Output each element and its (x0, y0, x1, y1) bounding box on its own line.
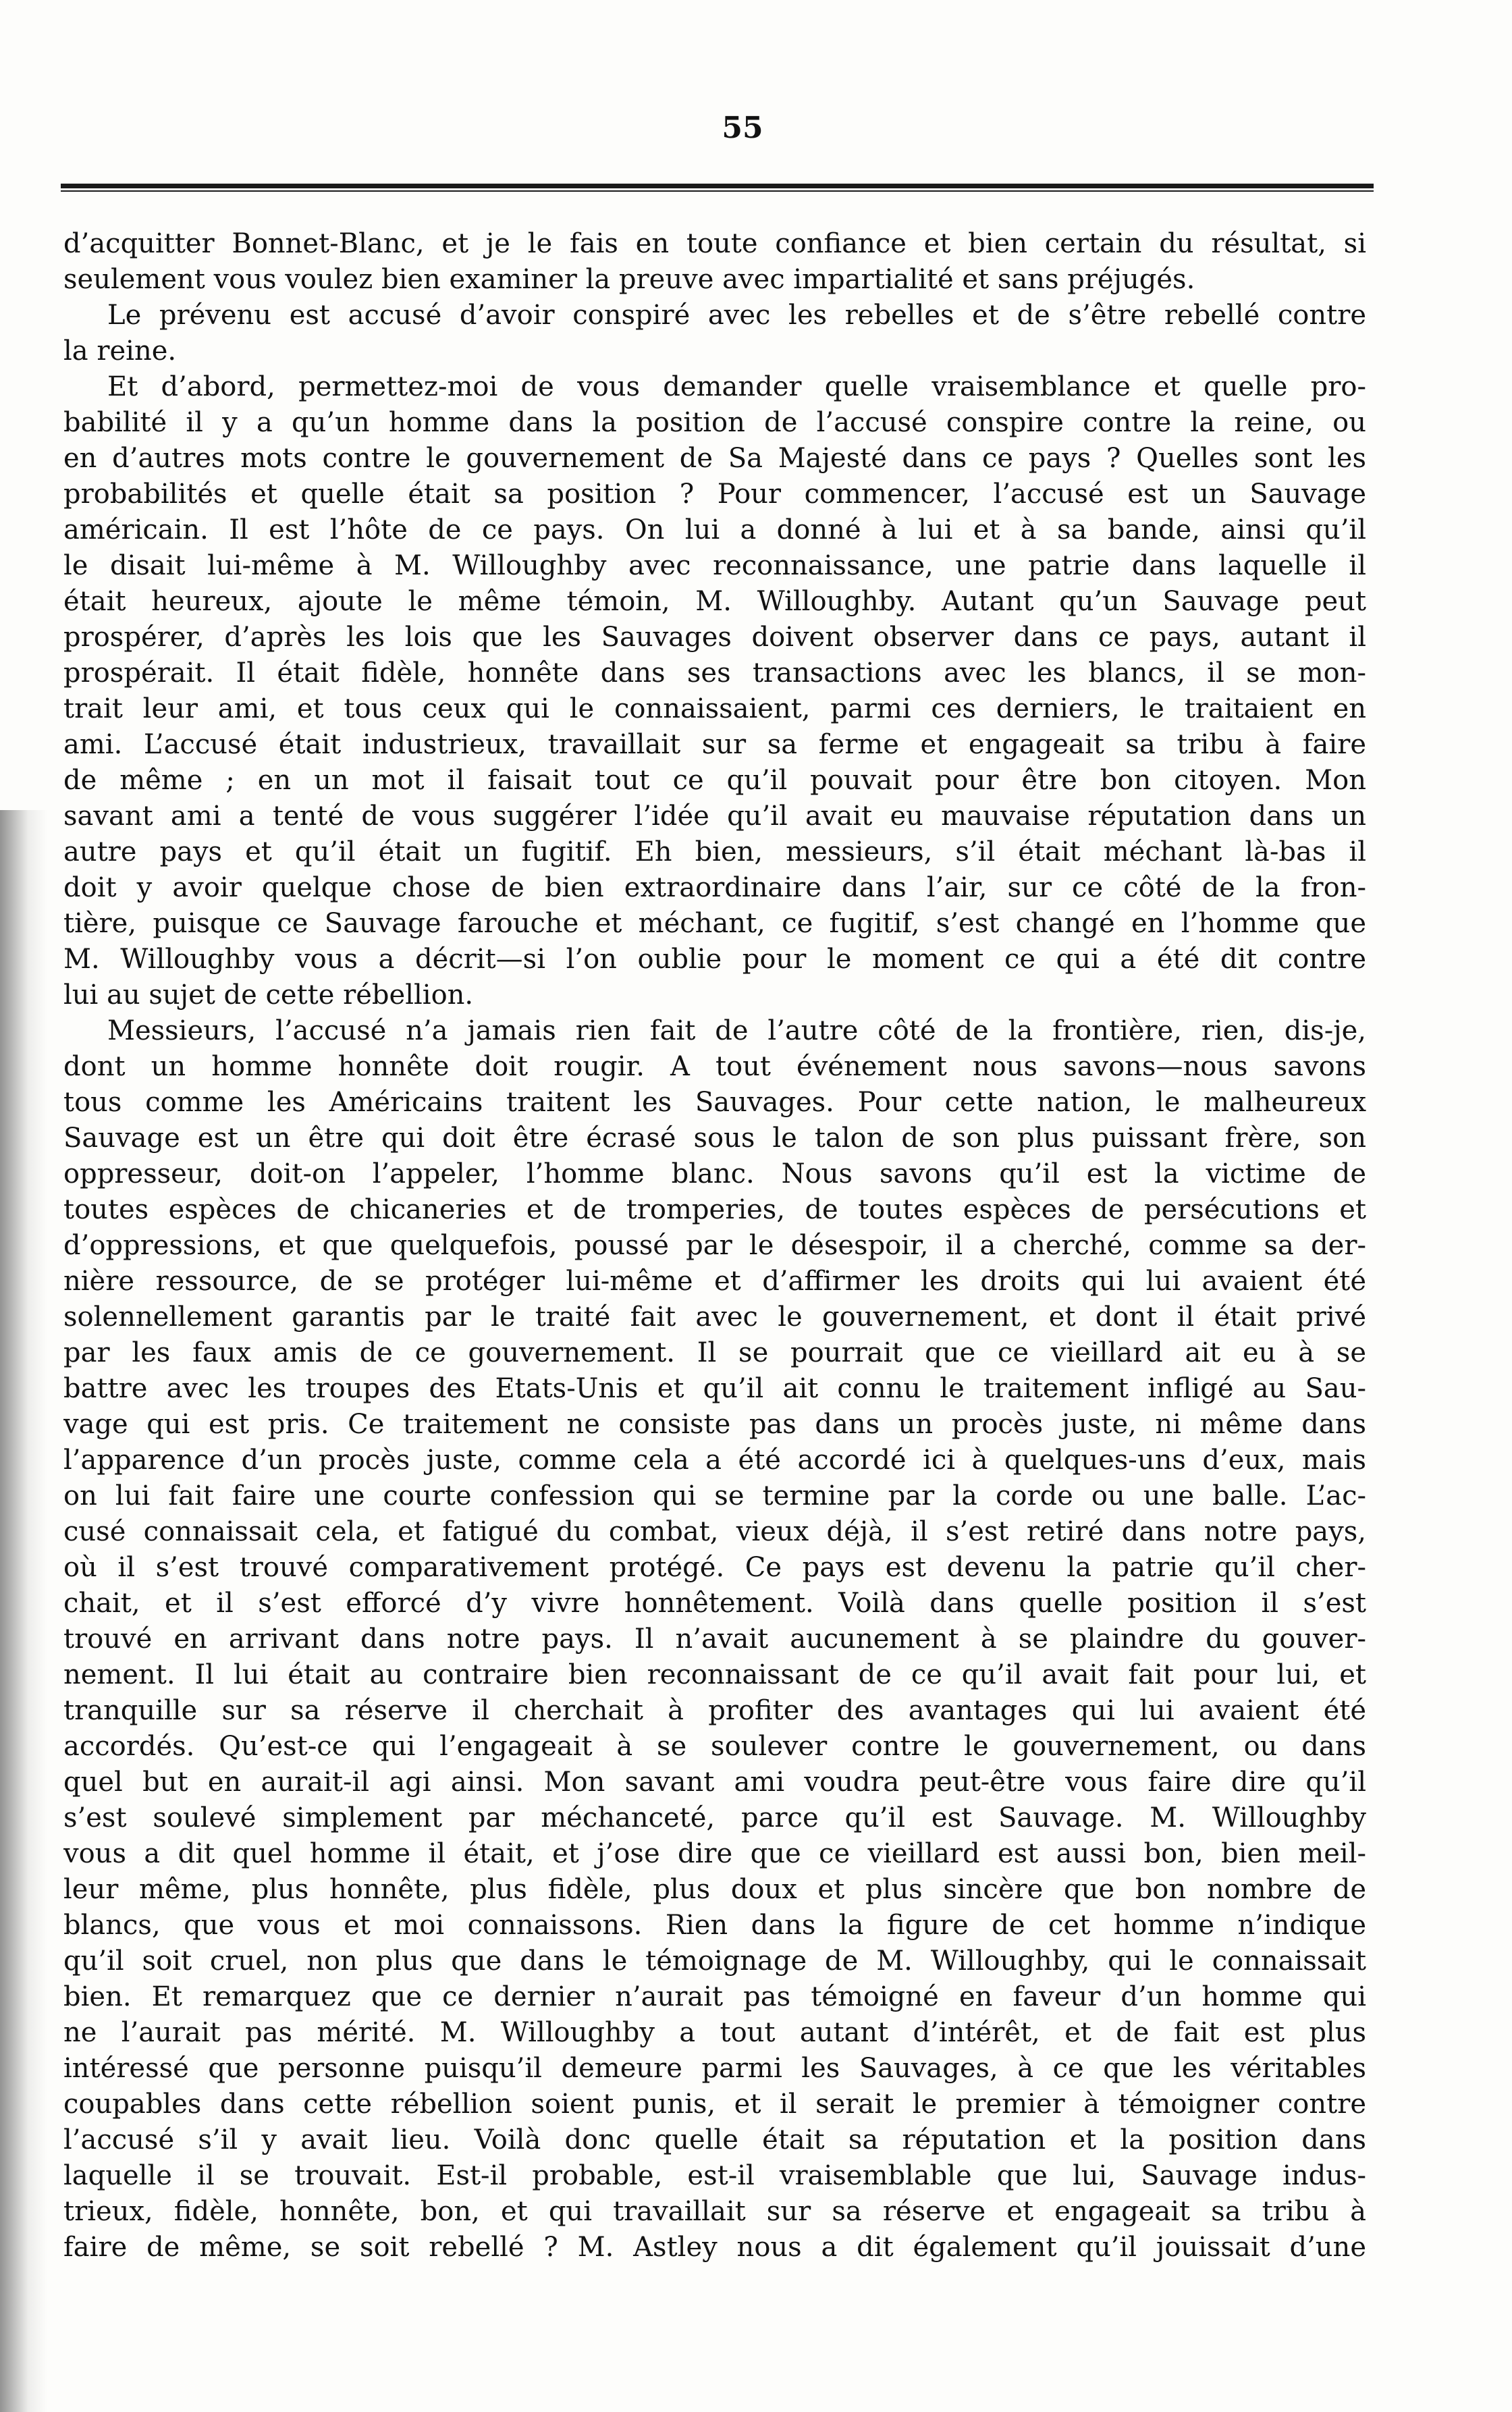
text-line: tière, puisque ce Sauvage farouche et méchant, ce fugitif, s’est changé en l’homme que (63, 908, 1366, 939)
text-line: cusé connaissait cela, et fatigué du combat, vieux déjà, il s’est retiré dans notre pays, (63, 1516, 1366, 1547)
text-line: vous a dit quel homme il était, et j’ose dire que ce vieillard est aussi bon, bien meil- (63, 1838, 1366, 1869)
text-line: d’oppressions, et que quelquefois, poussé par le désespoir, il a cherché, comme sa der- (63, 1230, 1366, 1261)
text-line: babilité il y a qu’un homme dans la position de l’accusé conspire contre la reine, ou (63, 407, 1366, 438)
scan-binding-shadow (0, 810, 47, 2412)
text-line: faire de même, se soit rebellé ? M. Astley nous a dit également qu’il jouissait d’une (63, 2232, 1366, 2263)
text-line: coupables dans cette rébellion soient punis, et il serait le premier à témoigner contre (63, 2089, 1366, 2120)
text-line: Le prévenu est accusé d’avoir conspiré avec les rebelles et de s’être rebellé contre (107, 300, 1366, 331)
text-line: d’acquitter Bonnet-Blanc, et je le fais en toute confiance et bien certain du résultat, si (63, 228, 1366, 259)
text-line: battre avec les troupes des Etats-Unis et qu’il ait connu le traitement infligé au Sau- (63, 1373, 1366, 1404)
text-line: nement. Il lui était au contraire bien reconnaissant de ce qu’il avait fait pour lui, et (63, 1659, 1366, 1690)
text-line: de même ; en un mot il faisait tout ce qu’il pouvait pour être bon citoyen. Mon (63, 765, 1366, 796)
text-line: prospérait. Il était fidèle, honnête dans ses transactions avec les blancs, il se mon- (63, 658, 1366, 689)
text-line: oppresseur, doit-on l’appeler, l’homme blanc. Nous savons qu’il est la victime de (63, 1158, 1366, 1189)
text-line: lui au sujet de cette rébellion. (63, 980, 474, 1011)
text-line: on lui fait faire une courte confession qui se termine par la corde ou une balle. L’ac- (63, 1480, 1366, 1511)
text-line: par les faux amis de ce gouvernement. Il se pourrait que ce vieillard ait eu à se (63, 1337, 1366, 1368)
body-text (63, 226, 1366, 2266)
text-line: savant ami a tenté de vous suggérer l’idée qu’il avait eu mauvaise réputation dans un (63, 801, 1366, 832)
text-line: leur même, plus honnête, plus fidèle, plus doux et plus sincère que bon nombre de (63, 1874, 1366, 1905)
text-line: la reine. (63, 336, 177, 367)
text-line: nière ressource, de se protéger lui-même et d’affirmer les droits qui lui avaient été (63, 1266, 1366, 1297)
text-line: laquelle il se trouvait. Est-il probable, est-il vraisemblable que lui, Sauvage indus- (63, 2160, 1366, 2191)
text-line: trait leur ami, et tous ceux qui le connaissaient, parmi ces derniers, le traitaient en (63, 693, 1366, 724)
text-line: trouvé en arrivant dans notre pays. Il n’avait aucunement à se plaindre du gouver- (63, 1624, 1366, 1655)
text-line: l’apparence d’un procès juste, comme cela a été accordé ici à quelques-uns d’eux, mais (63, 1445, 1366, 1476)
text-line: ne l’aurait pas mérité. M. Willoughby a tout autant d’intérêt, et de fait est plus (63, 2017, 1366, 2048)
text-line: Sauvage est un être qui doit être écrasé sous le talon de son plus puissant frère, son (63, 1123, 1366, 1154)
text-line: probabilités et quelle était sa position ? Pour commencer, l’accusé est un Sauvage (63, 479, 1366, 510)
text-line: tranquille sur sa réserve il cherchait à profiter des avantages qui lui avaient été (63, 1695, 1366, 1726)
text-line: bien. Et remarquez que ce dernier n’aurait pas témoigné en faveur d’un homme qui (63, 1981, 1366, 2012)
page-number: 55 (722, 111, 763, 145)
text-line: le disait lui-même à M. Willoughby avec reconnaissance, une patrie dans laquelle il (63, 550, 1366, 581)
text-line: toutes espèces de chicaneries et de tromperies, de toutes espèces de persécutions et (63, 1194, 1366, 1225)
text-line: solennellement garantis par le traité fait avec le gouvernement, et dont il était privé (63, 1302, 1366, 1333)
text-line: quel but en aurait-il agi ainsi. Mon savant ami voudra peut-être vous faire dire qu’il (63, 1767, 1366, 1798)
text-line: américain. Il est l’hôte de ce pays. On lui a donné à lui et à sa bande, ainsi qu’il (63, 514, 1366, 545)
text-line: blancs, que vous et moi connaissons. Rien dans la figure de cet homme n’indique (63, 1910, 1366, 1941)
text-line: trieux, fidèle, honnête, bon, et qui travaillait sur sa réserve et engageait sa tribu à (63, 2196, 1366, 2227)
text-line: où il s’est trouvé comparativement protégé. Ce pays est devenu la patrie qu’il cher- (63, 1552, 1366, 1583)
text-line: accordés. Qu’est-ce qui l’engageait à se soulever contre le gouvernement, ou dans (63, 1731, 1366, 1762)
header-rule (61, 184, 1374, 192)
text-line: prospérer, d’après les lois que les Sauvages doivent observer dans ce pays, autant il (63, 622, 1366, 653)
text-line: était heureux, ajoute le même témoin, M. Willoughby. Autant qu’un Sauvage peut (63, 586, 1366, 617)
text-line: M. Willoughby vous a décrit—si l’on oublie pour le moment ce qui a été dit contre (63, 944, 1366, 975)
text-line: vage qui est pris. Ce traitement ne consiste pas dans un procès juste, ni même dans (63, 1409, 1366, 1440)
text-line: ami. L’accusé était industrieux, travaillait sur sa ferme et engageait sa tribu à faire (63, 729, 1366, 760)
text-line: qu’il soit cruel, non plus que dans le témoignage de M. Willoughby, qui le connaissait (63, 1946, 1366, 1977)
text-line: s’est soulevé simplement par méchanceté, parce qu’il est Sauvage. M. Willoughby (63, 1802, 1366, 1833)
text-line: tous comme les Américains traitent les Sauvages. Pour cette nation, le malheureux (63, 1087, 1366, 1118)
text-line: intéressé que personne puisqu’il demeure parmi les Sauvages, à ce que les véritables (63, 2053, 1366, 2084)
text-line: en d’autres mots contre le gouvernement de Sa Majesté dans ce pays ? Quelles sont les (63, 443, 1366, 474)
text-line: Et d’abord, permettez-moi de vous demander quelle vraisemblance et quelle pro- (107, 371, 1366, 402)
text-line: chait, et il s’est efforcé d’y vivre honnêtement. Voilà dans quelle position il s’est (63, 1588, 1366, 1619)
text-line: autre pays et qu’il était un fugitif. Eh bien, messieurs, s’il était méchant là-bas il (63, 836, 1366, 867)
text-line: Messieurs, l’accusé n’a jamais rien fait de l’autre côté de la frontière, rien, dis-je, (107, 1015, 1366, 1046)
text-line: doit y avoir quelque chose de bien extraordinaire dans l’air, sur ce côté de la fron- (63, 872, 1366, 903)
text-line: seulement vous voulez bien examiner la preuve avec impartialité et sans préjugés. (63, 264, 1195, 295)
text-line: l’accusé s’il y avait lieu. Voilà donc quelle était sa réputation et la position dans (63, 2124, 1366, 2155)
text-line: dont un homme honnête doit rougir. A tout événement nous savons—nous savons (63, 1051, 1366, 1082)
